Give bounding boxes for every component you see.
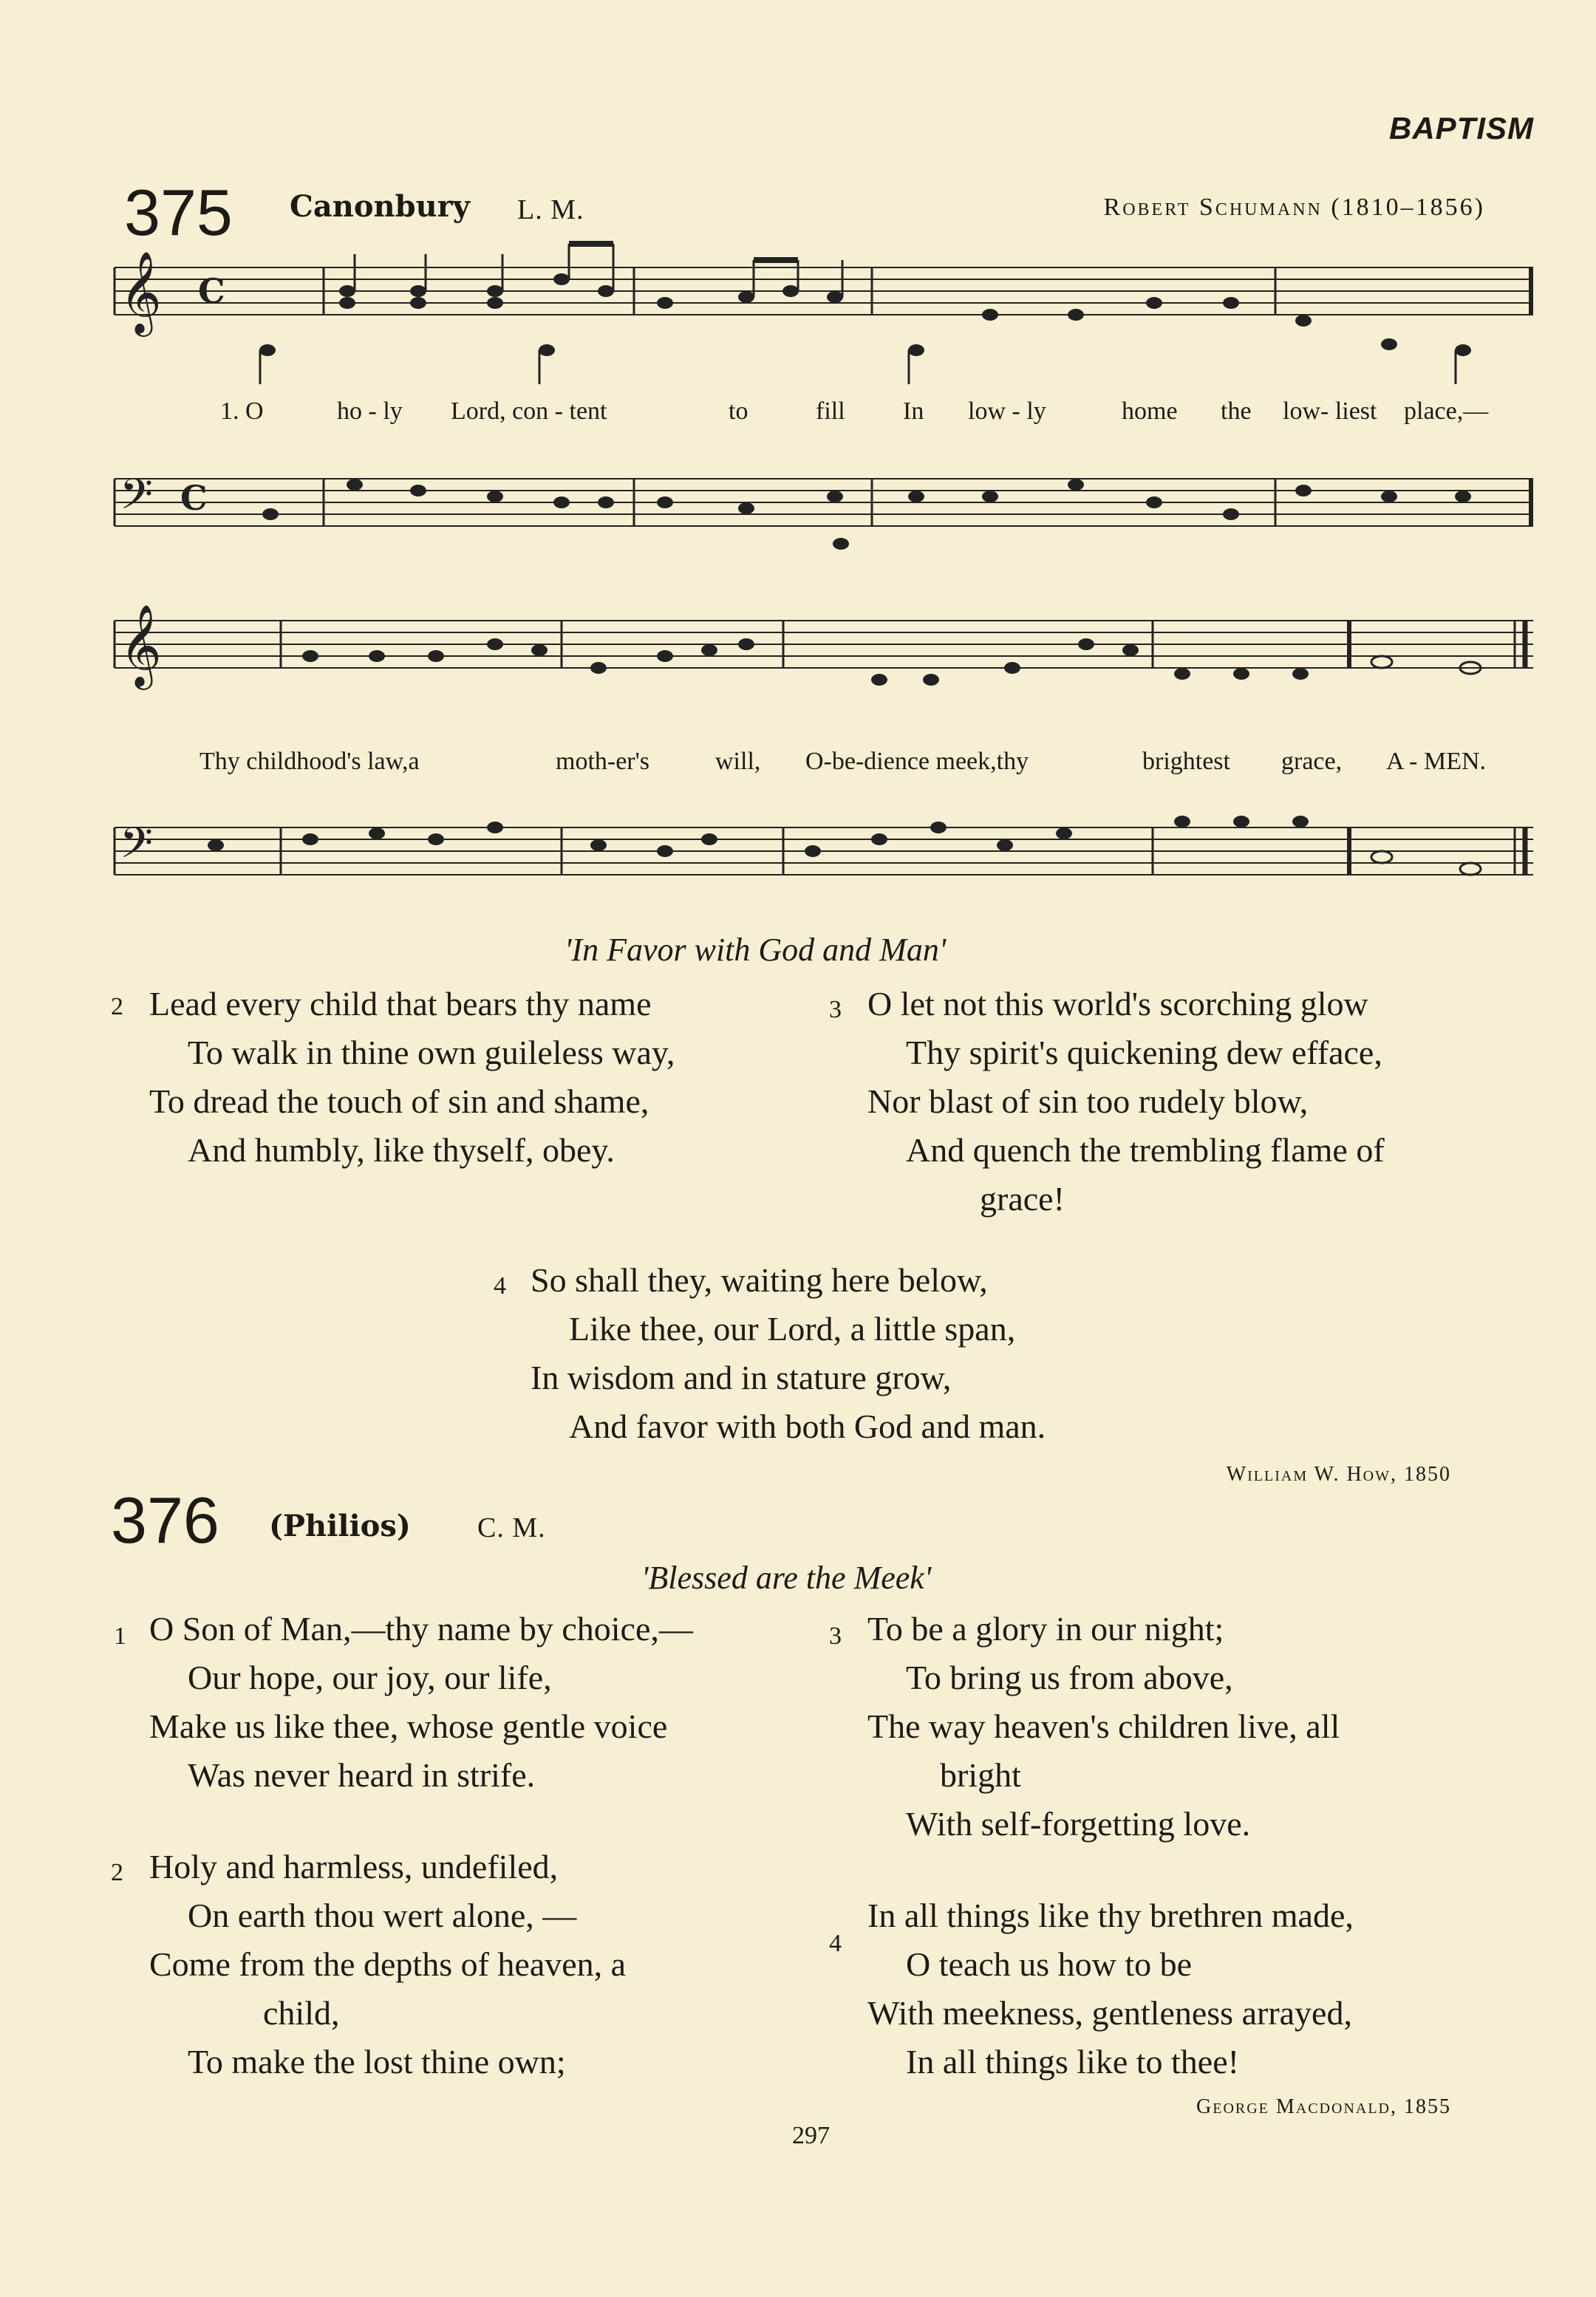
verse-line: To make the lost thine own;: [188, 2043, 566, 2081]
treble-staff-1: [115, 267, 1533, 315]
section-header: BAPTISM: [1389, 111, 1534, 146]
lyric-syllable: Lord, con - tent: [451, 397, 607, 425]
hymn-375-number: 375: [124, 176, 233, 249]
svg-text:𝄢: 𝄢: [120, 818, 154, 878]
verse-line: And favor with both God and man.: [569, 1407, 1046, 1445]
verse-line: And humbly, like thyself, obey.: [188, 1131, 615, 1169]
verse-line: On earth thou wert alone, —: [188, 1897, 577, 1934]
verse-number: 1: [114, 1622, 126, 1650]
hymn-375-meter: L. M.: [517, 194, 584, 225]
svg-text:C: C: [180, 478, 208, 518]
svg-text:𝄞: 𝄞: [120, 604, 162, 686]
verse-line: O teach us how to be: [906, 1945, 1193, 1983]
lyric-syllable: home: [1122, 397, 1178, 425]
verse-line: O Son of Man,—thy name by choice,—: [149, 1610, 693, 1648]
verse-number: 2: [111, 1859, 123, 1886]
verse-line: With self-forgetting love.: [906, 1805, 1251, 1843]
hymn-376-tune: (Philios): [269, 1509, 411, 1543]
verse-line: Make us like thee, whose gentle voice: [149, 1707, 668, 1745]
lyric-syllable: will,: [715, 748, 761, 775]
verse-line: Holy and harmless, undefiled,: [149, 1848, 559, 1885]
verse-line: Thy spirit's quickening dew efface,: [906, 1034, 1382, 1071]
lyric-syllable: fill: [816, 397, 845, 425]
lyric-syllable: ho - ly: [337, 397, 403, 425]
music-score: [0, 0, 1596, 931]
bass-staff-1: [115, 479, 1533, 526]
hymn-376-author: George Macdonald, 1855: [1196, 2095, 1451, 2118]
lyric-syllable: to: [729, 397, 748, 425]
verse-number: 3: [829, 996, 842, 1023]
verse-number: 3: [829, 1622, 842, 1650]
verse-line: To dread the touch of sin and shame,: [149, 1082, 649, 1120]
verse-line: Lead every child that bears thy name: [149, 985, 652, 1023]
hymn-375-subtitle: 'In Favor with God and Man': [565, 932, 947, 968]
verse-line: So shall they, waiting here below,: [531, 1261, 988, 1299]
svg-text:C: C: [198, 271, 225, 311]
lyric-syllable: Thy childhood's law,a: [200, 748, 420, 775]
lyric-syllable: grace,: [1281, 748, 1343, 775]
verse-line: With meekness, gentleness arrayed,: [867, 1994, 1352, 2032]
verse-line: And quench the trembling flame of: [906, 1131, 1385, 1169]
svg-text:𝄢: 𝄢: [120, 469, 154, 530]
lyric-syllable: moth-er's: [556, 748, 649, 775]
hymn-375-author: William W. How, 1850: [1226, 1463, 1451, 1486]
lyric-syllable: place,—: [1404, 397, 1489, 425]
verse-line: To walk in thine own guileless way,: [188, 1034, 675, 1071]
hymn-375-tune: Canonbury: [290, 189, 470, 224]
hymn-376-subtitle: 'Blessed are the Meek': [641, 1560, 932, 1596]
verse-line: bright: [940, 1756, 1021, 1794]
verse-line: Nor blast of sin too rudely blow,: [867, 1082, 1309, 1120]
hymn-375-composer: Robert Schumann (1810–1856): [1103, 194, 1485, 221]
verse-line: To be a glory in our night;: [867, 1610, 1224, 1648]
page-number: 297: [792, 2122, 830, 2149]
lyric-syllable: 1. O: [220, 397, 264, 425]
lyric-syllable: In: [903, 397, 924, 425]
lyric-syllable: low- liest: [1283, 397, 1377, 425]
verse-number: 4: [494, 1272, 506, 1300]
verse-line: In all things like to thee!: [906, 2043, 1239, 2081]
verse-line: grace!: [980, 1180, 1065, 1218]
verse-number: 2: [111, 993, 123, 1020]
verse-line: Was never heard in strife.: [188, 1756, 536, 1794]
treble-staff-2: [115, 621, 1533, 668]
verse-number: 4: [829, 1930, 842, 1957]
hymn-376-number: 376: [111, 1484, 219, 1557]
lyric-syllable: low - ly: [968, 397, 1046, 425]
verse-line: To bring us from above,: [906, 1659, 1233, 1696]
verse-line: The way heaven's children live, all: [867, 1707, 1340, 1745]
verse-line: Like thee, our Lord, a little span,: [569, 1310, 1016, 1348]
lyric-syllable: brightest: [1142, 748, 1230, 775]
verse-line: child,: [263, 1994, 340, 2032]
lyric-syllable: the: [1221, 397, 1252, 425]
verse-line: In wisdom and in stature grow,: [531, 1359, 952, 1396]
lyric-syllable: O-be-dience meek,thy: [805, 748, 1029, 775]
verse-line: Come from the depths of heaven, a: [149, 1945, 627, 1983]
bass-staff-2: [115, 827, 1533, 875]
verse-line: O let not this world's scorching glow: [867, 985, 1368, 1023]
svg-text:𝄞: 𝄞: [120, 250, 162, 333]
verse-line: Our hope, our joy, our life,: [188, 1659, 552, 1696]
lyric-syllable: A - MEN.: [1386, 748, 1487, 775]
verse-line: In all things like thy brethren made,: [867, 1897, 1354, 1934]
hymn-376-meter: C. M.: [477, 1512, 546, 1543]
